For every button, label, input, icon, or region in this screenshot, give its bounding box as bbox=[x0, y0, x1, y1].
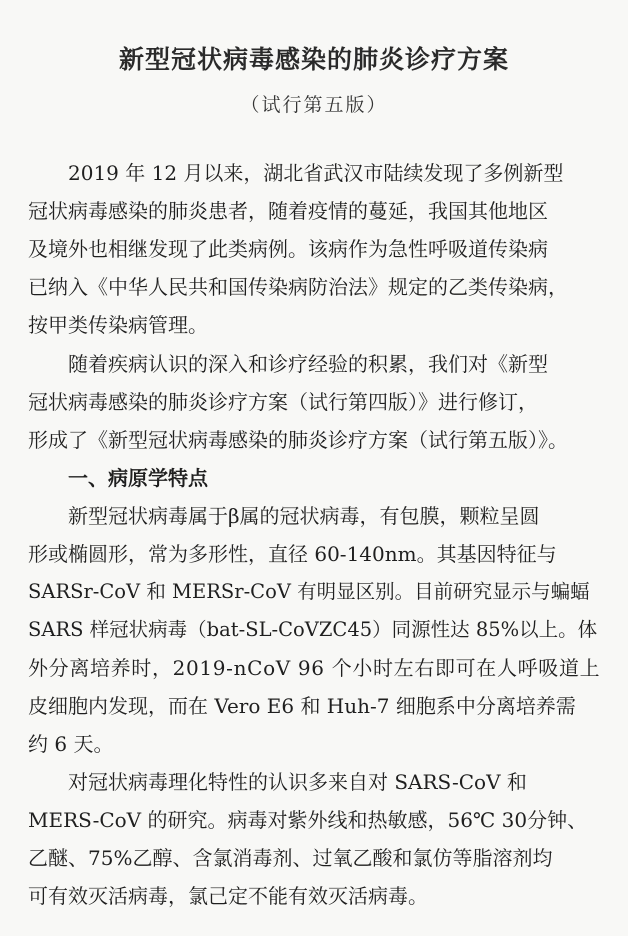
body-line: 对冠状病毒理化特性的认识多来自对 SARS-CoV 和 bbox=[28, 770, 527, 794]
body-line: 约 6 天。 bbox=[28, 732, 114, 756]
body-line: SARS 样冠状病毒（bat-SL-CoVZC45）同源性达 85%以上。体 bbox=[28, 618, 598, 641]
body-line: 可有效灭活病毒，氯己定不能有效灭活病毒。 bbox=[28, 884, 428, 908]
body-line: 已纳入《中华人民共和国传染病防治法》规定的乙类传染病， bbox=[28, 275, 568, 299]
body-line: 随着疾病认识的深入和诊疗经验的积累，我们对《新型 bbox=[28, 352, 548, 376]
body-line: 2019 年 12 月以来，湖北省武汉市陆续发现了多例新型 bbox=[28, 161, 564, 185]
body-line: 及境外也相继发现了此类病例。该病作为急性呼吸道传染病 bbox=[28, 237, 548, 261]
document-title: 新型冠状病毒感染的肺炎诊疗方案 bbox=[118, 45, 509, 74]
body-line: SARSr-CoV 和 MERSr-CoV 有明显区别。目前研究显示与蝙蝠 bbox=[28, 580, 590, 603]
body-line: 外分离培养时，2019-nCoV 96 个小时左右即可在人呼吸道上 bbox=[28, 656, 601, 680]
body-line: 按甲类传染病管理。 bbox=[28, 313, 208, 337]
document-subtitle: （试行第五版） bbox=[240, 94, 388, 116]
body-line: MERS-CoV 的研究。病毒对紫外线和热敏感，56℃ 30分钟、 bbox=[28, 808, 588, 832]
body-line: 形或椭圆形，常为多形性，直径 60-140nm。其基因特征与 bbox=[28, 542, 557, 566]
body-line: 冠状病毒感染的肺炎诊疗方案（试行第四版）》进行修订， bbox=[28, 390, 538, 414]
body-line: 乙醚、75%乙醇、含氯消毒剂、过氧乙酸和氯仿等脂溶剂均 bbox=[28, 846, 553, 870]
body-line: 冠状病毒感染的肺炎患者，随着疫情的蔓延，我国其他地区 bbox=[28, 199, 548, 223]
section-heading: 一、病原学特点 bbox=[28, 466, 208, 490]
body-line: 新型冠状病毒属于β属的冠状病毒，有包膜，颗粒呈圆 bbox=[28, 504, 540, 528]
body-line: 皮细胞内发现，而在 Vero E6 和 Huh-7 细胞系中分离培养需 bbox=[28, 694, 576, 718]
body-line: 形成了《新型冠状病毒感染的肺炎诊疗方案（试行第五版）》。 bbox=[28, 428, 568, 452]
